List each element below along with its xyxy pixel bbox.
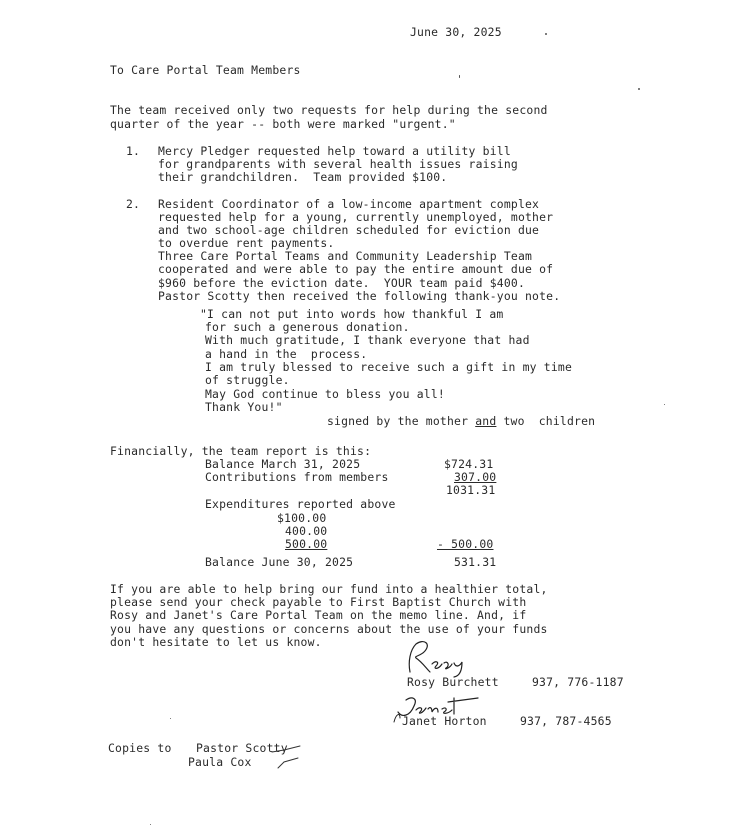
closing-line: Rosy and Janet's Care Portal Team on the memo line. And, if	[110, 608, 527, 622]
contributions-label: Contributions from members	[205, 470, 389, 484]
item-line: and two school-age children scheduled for eviction due	[158, 223, 540, 237]
item-line: Pastor Scotty then received the following thank-you note.	[158, 289, 561, 303]
closing-line: please send your check payable to First Baptist Church with	[110, 595, 527, 609]
item-number: 1.	[126, 144, 141, 158]
balance-end-label: Balance June 30, 2025	[205, 555, 354, 569]
note-line: "I can not put into words how thankful I am	[200, 307, 504, 321]
item-line: cooperated and were able to pay the entire amount due of	[158, 262, 554, 276]
item-line: Resident Coordinator of a low-income apartment complex	[158, 197, 540, 211]
signer-phone: 937, 787-4565	[520, 714, 612, 728]
intro-line: quarter of the year -- both were marked "urgent."	[110, 117, 456, 131]
copies-recipient: Pastor Scotty	[196, 741, 288, 755]
scan-speck	[150, 824, 151, 825]
closing-line: don't hesitate to let us know.	[110, 635, 322, 649]
item-line: Mercy Pledger requested help toward a utility bill	[158, 144, 511, 158]
item-line: their grandchildren. Team provided $100.	[158, 170, 448, 184]
expenditure-value: $100.00	[277, 511, 327, 525]
expenditure-value: 500.00	[285, 537, 328, 551]
balance-end-value: 531.31	[454, 555, 497, 569]
scan-speck	[664, 404, 665, 405]
expenditure-value: 400.00	[285, 524, 328, 538]
scan-speck	[459, 75, 460, 78]
note-line: May God continue to bless you all!	[205, 387, 445, 401]
scan-speck	[638, 88, 640, 90]
expenditures-label: Expenditures reported above	[205, 497, 396, 511]
closing-line: If you are able to help bring our fund into a healthier total,	[110, 582, 548, 596]
copies-recipient: Paula Cox	[188, 755, 252, 769]
item-line: for grandparents with several health issues raising	[158, 157, 518, 171]
note-line: for such a generous donation.	[205, 320, 410, 334]
intro-line: The team received only two requests for help during the second	[110, 103, 548, 117]
balance-start-value: $724.31	[444, 457, 494, 471]
letter-date: June 30, 2025	[410, 25, 502, 39]
note-line: Thank You!"	[205, 400, 283, 414]
item-number: 2.	[126, 197, 141, 211]
scan-speck	[170, 718, 171, 719]
signer-name: Janet Horton	[402, 714, 487, 728]
financial-heading: Financially, the team report is this:	[110, 444, 372, 458]
note-line: With much gratitude, I thank everyone that had	[205, 333, 530, 347]
copies-label: Copies to	[108, 741, 172, 755]
note-line: of struggle.	[205, 373, 290, 387]
note-line: I am truly blessed to receive such a gift in my time	[205, 360, 573, 374]
rosy-handwritten-signature	[402, 636, 472, 678]
salutation: To Care Portal Team Members	[110, 63, 301, 77]
copy-check-marks	[270, 742, 310, 772]
note-line: a hand in the process.	[205, 347, 368, 361]
signer-name: Rosy Burchett	[407, 675, 499, 689]
expenditure-total: - 500.00	[437, 537, 494, 551]
scan-speck	[545, 33, 547, 35]
item-line: Three Care Portal Teams and Community Leadership Team	[158, 249, 533, 263]
contributions-value: 307.00	[454, 470, 497, 484]
closing-line: you have any questions or concerns about the use of your funds	[110, 622, 548, 636]
item-line: requested help for a young, currently unemployed, mother	[158, 210, 554, 224]
note-signature-line: signed by the mother and two children	[327, 414, 596, 428]
item-line: $960 before the eviction date. YOUR team paid $400.	[158, 276, 526, 290]
subtotal-value: 1031.31	[446, 483, 496, 497]
item-line: to overdue rent payments.	[158, 236, 335, 250]
balance-start-label: Balance March 31, 2025	[205, 457, 361, 471]
signer-phone: 937, 776-1187	[532, 675, 624, 689]
